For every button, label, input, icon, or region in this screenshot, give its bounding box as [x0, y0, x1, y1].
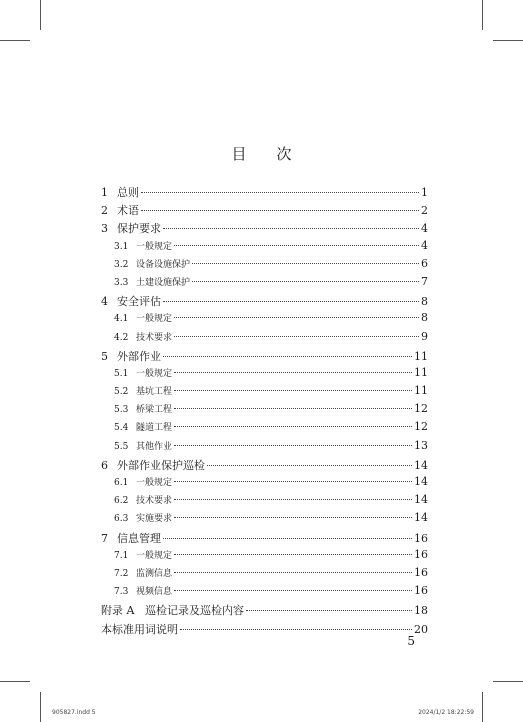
toc-entry[interactable] [101, 493, 428, 511]
dot-leader [174, 445, 412, 446]
toc-entry[interactable] [101, 420, 428, 438]
toc-entry-label: 术语 [117, 204, 139, 218]
crop-mark [493, 40, 523, 41]
dot-leader [174, 572, 412, 573]
toc-entry-label: 保护要求 [117, 222, 161, 236]
toc-entry-label: 外部作业 [117, 349, 161, 363]
toc-entry-page: 14 [414, 493, 428, 507]
toc-entry-number: 7 [101, 531, 108, 545]
toc-entry-page: 14 [414, 475, 428, 488]
toc-entry-label: 基坑工程 [136, 387, 173, 398]
toc-entry-label: 一般规定 [136, 241, 173, 252]
toc-entry-label: 外部作业保护巡检 [117, 458, 205, 472]
toc-entry[interactable] [101, 530, 428, 548]
crop-mark [493, 681, 523, 682]
toc-entry-label: 设备设施保护 [136, 259, 191, 270]
toc-entry-label: 一般规定 [136, 368, 173, 379]
toc-entry-number: 6.1 [114, 478, 129, 488]
toc-entry-page: 7 [421, 274, 428, 288]
toc-entry-number: 5.3 [114, 405, 129, 416]
page-number: 5 [407, 634, 415, 648]
toc-entry-page: 6 [421, 256, 428, 270]
toc-entry-page: 16 [414, 547, 428, 561]
toc-entry-label: 总则 [117, 186, 139, 199]
toc-entry-number: 3 [101, 222, 108, 236]
crop-mark [0, 681, 30, 682]
title-char: 次 [276, 145, 292, 163]
toc-entry-label: 实施要求 [136, 514, 173, 525]
toc-entry-page: 12 [414, 420, 428, 434]
toc-entry-page: 11 [414, 349, 428, 363]
dot-leader [174, 245, 419, 246]
crop-mark [0, 40, 30, 41]
toc-entry-page: 16 [414, 565, 428, 579]
toc-entry[interactable] [101, 348, 428, 366]
dot-leader [174, 554, 412, 555]
toc-entry-number: 5.4 [114, 423, 129, 434]
toc-entry-label: 巡检记录及巡检内容 [145, 604, 244, 618]
dot-leader [163, 538, 412, 539]
toc-entry[interactable] [101, 457, 428, 475]
dot-leader [163, 228, 419, 229]
toc-entry[interactable] [101, 439, 428, 457]
toc-entry[interactable] [101, 330, 428, 348]
dot-leader [192, 281, 419, 282]
toc-entry-number: 附录 A [101, 604, 135, 618]
title-char: 目 [231, 145, 247, 163]
toc-entry-number: 4.1 [114, 314, 129, 325]
toc-entry-label: 监测信息 [136, 568, 173, 579]
toc-entry[interactable] [101, 602, 428, 620]
toc-entry[interactable] [101, 311, 428, 329]
toc-entry-number: 7.2 [114, 568, 129, 579]
toc-entry-label: 本标准用词说明 [101, 622, 178, 636]
dot-leader [207, 465, 412, 466]
toc-entry-label: 一般规定 [136, 314, 173, 325]
toc-entry-page: 9 [421, 329, 428, 343]
dot-leader [174, 408, 412, 409]
crop-mark [482, 692, 483, 722]
toc-entry-number: 5.1 [114, 368, 129, 379]
toc-entry-page: 8 [421, 295, 428, 309]
dot-leader [174, 372, 412, 373]
footer-timestamp: 2024/1/2 18:22:59 [418, 709, 474, 716]
toc-entry[interactable] [101, 566, 428, 584]
footer-file-label: 905827.indd 5 [52, 709, 96, 716]
toc-entry-page: 4 [421, 222, 428, 236]
toc-entry-number: 5 [101, 349, 108, 363]
toc-entry-page: 12 [414, 402, 428, 416]
toc-entry[interactable] [101, 184, 428, 202]
dot-leader [141, 192, 419, 193]
dot-leader [246, 610, 412, 611]
toc-entry[interactable] [101, 584, 428, 602]
dot-leader [141, 210, 419, 211]
dot-leader [174, 426, 412, 427]
dot-leader [174, 499, 412, 500]
toc-entry[interactable] [101, 475, 428, 493]
toc-entry[interactable] [101, 548, 428, 566]
dot-leader [163, 301, 419, 302]
toc-entry-number: 6 [101, 458, 108, 472]
dot-leader [163, 356, 412, 357]
crop-mark [482, 0, 483, 30]
dot-leader [174, 317, 419, 318]
dot-leader [174, 481, 412, 482]
toc-entry-page: 16 [414, 531, 428, 545]
toc-entry-label: 隧道工程 [136, 423, 173, 434]
toc-entry-page: 1 [421, 186, 428, 199]
dot-leader [174, 517, 412, 518]
toc-entry-number: 7.3 [114, 587, 129, 598]
toc-entry[interactable] [101, 293, 428, 311]
toc-entry-page: 13 [414, 438, 428, 452]
toc-entry-label: 信息管理 [117, 531, 161, 545]
toc-entry[interactable] [101, 257, 428, 275]
crop-mark [40, 692, 41, 722]
toc-entry-page: 8 [421, 311, 428, 325]
toc-entry-number: 3.3 [114, 277, 129, 288]
toc-entry[interactable] [101, 621, 428, 639]
dot-leader [174, 336, 419, 337]
toc-entry-number: 1 [101, 186, 108, 199]
toc-entry[interactable] [101, 220, 428, 238]
toc-entry[interactable] [101, 402, 428, 420]
dot-leader [180, 629, 412, 630]
toc-entry[interactable] [101, 275, 428, 293]
toc-entry-page: 18 [414, 604, 428, 618]
toc-entry-label: 视频信息 [136, 587, 173, 598]
toc-entry-label: 安全评估 [117, 295, 161, 309]
toc-entry-page: 14 [414, 511, 428, 525]
toc-entry[interactable] [101, 239, 428, 257]
toc-entry-label: 技术要求 [136, 332, 173, 343]
toc-entry-number: 4.2 [114, 332, 129, 343]
toc-entry[interactable] [101, 511, 428, 529]
toc-entry-page: 14 [414, 458, 428, 472]
toc-entry-page: 16 [414, 584, 428, 598]
toc-entry-number: 7.1 [114, 550, 129, 561]
toc-entry-label: 一般规定 [136, 478, 173, 488]
crop-mark [40, 0, 41, 30]
toc-entry-label: 技术要求 [136, 496, 173, 507]
toc-entry-page: 4 [421, 238, 428, 252]
toc-entry-number: 6.2 [114, 496, 129, 507]
toc-entry-number: 5.2 [114, 387, 129, 398]
toc-entry-number: 2 [101, 204, 108, 218]
toc-entry-number: 3.1 [114, 241, 129, 252]
toc-entry-label: 其他作业 [136, 441, 173, 452]
toc-entry-page: 20 [414, 622, 428, 636]
toc-entry-number: 6.3 [114, 514, 129, 525]
toc-entry-number: 4 [101, 295, 108, 309]
toc-entry-label: 土建设施保护 [136, 277, 191, 288]
toc-entry-label: 一般规定 [136, 550, 173, 561]
toc-entry-label: 桥梁工程 [136, 405, 173, 416]
dot-leader [174, 590, 412, 591]
toc-entry-page: 11 [414, 384, 428, 398]
toc-entry[interactable] [101, 202, 428, 220]
toc-entry-number: 3.2 [114, 259, 129, 270]
toc-entry[interactable] [101, 384, 428, 402]
toc-entry-number: 5.5 [114, 441, 129, 452]
table-of-contents [101, 184, 428, 639]
dot-leader [174, 390, 412, 391]
toc-entry-page: 11 [414, 365, 428, 379]
toc-entry[interactable] [101, 366, 428, 384]
toc-entry-page: 2 [421, 204, 428, 218]
dot-leader [192, 263, 419, 264]
page-title [0, 143, 523, 164]
